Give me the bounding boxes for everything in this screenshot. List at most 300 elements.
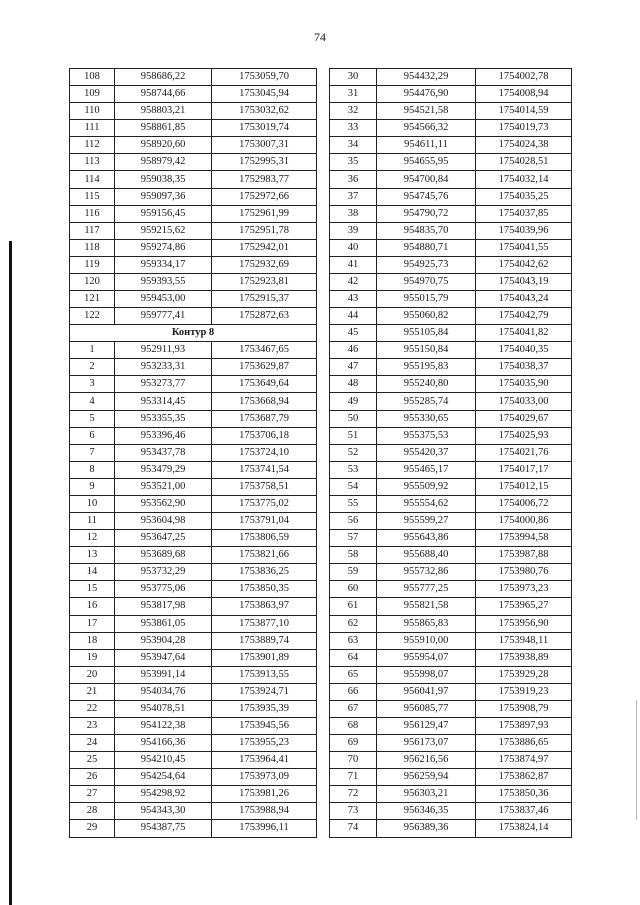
x-coordinate: 958744,66 [115,86,212,103]
table-row [330,325,572,342]
y-coordinate: 1754038,37 [476,359,572,376]
y-coordinate: 1754006,72 [476,495,572,512]
table-row [330,137,572,154]
y-coordinate: 1752923,81 [212,273,317,290]
x-coordinate: 955375,53 [377,427,476,444]
table-row [330,171,572,188]
y-coordinate: 1753929,28 [476,666,572,683]
y-coordinate: 1753973,09 [212,769,317,786]
y-coordinate: 1754000,86 [476,513,572,530]
point-number: 32 [330,103,377,120]
contour-header: Контур 8 [70,325,317,342]
x-coordinate: 953355,35 [115,410,212,427]
point-number: 52 [330,444,377,461]
point-number: 117 [70,222,115,239]
y-coordinate: 1753045,94 [212,86,317,103]
table-row [70,598,317,615]
y-coordinate: 1753862,87 [476,769,572,786]
y-coordinate: 1753994,58 [476,530,572,547]
table-row [330,120,572,137]
table-row [330,291,572,308]
point-number: 65 [330,666,377,683]
x-coordinate: 955821,58 [377,598,476,615]
x-coordinate: 954745,76 [377,188,476,205]
table-row [70,666,317,683]
point-number: 16 [70,598,115,615]
table-row [70,495,317,512]
x-coordinate: 953904,28 [115,632,212,649]
y-coordinate: 1753019,74 [212,120,317,137]
x-coordinate: 953233,31 [115,359,212,376]
point-number: 12 [70,530,115,547]
point-number: 22 [70,700,115,717]
y-coordinate: 1754037,85 [476,205,572,222]
y-coordinate: 1753965,27 [476,598,572,615]
y-coordinate: 1752872,63 [212,308,317,325]
x-coordinate: 959038,35 [115,171,212,188]
x-coordinate: 955910,00 [377,632,476,649]
x-coordinate: 956085,77 [377,700,476,717]
table-row [330,239,572,256]
table-row [70,205,317,222]
table-row [70,359,317,376]
point-number: 111 [70,120,115,137]
table-row [70,273,317,290]
point-number: 30 [330,69,377,86]
point-number: 72 [330,786,377,803]
x-coordinate: 955285,74 [377,393,476,410]
table-row [330,256,572,273]
y-coordinate: 1753007,31 [212,137,317,154]
point-number: 24 [70,735,115,752]
table-row [330,308,572,325]
x-coordinate: 953817,98 [115,598,212,615]
y-coordinate: 1754029,67 [476,410,572,427]
x-coordinate: 955465,17 [377,461,476,478]
y-coordinate: 1754017,17 [476,461,572,478]
table-row [330,461,572,478]
point-number: 3 [70,376,115,393]
y-coordinate: 1753987,88 [476,547,572,564]
point-number: 55 [330,495,377,512]
x-coordinate: 954655,95 [377,154,476,171]
table-row [70,69,317,86]
table-row [330,154,572,171]
point-number: 20 [70,666,115,683]
y-coordinate: 1753901,89 [212,649,317,666]
table-row [330,410,572,427]
y-coordinate: 1754021,76 [476,444,572,461]
x-coordinate: 953273,77 [115,376,212,393]
y-coordinate: 1754032,14 [476,171,572,188]
point-number: 18 [70,632,115,649]
y-coordinate: 1753687,79 [212,410,317,427]
table-row [70,547,317,564]
point-number: 28 [70,803,115,820]
point-number: 31 [330,86,377,103]
table-row [330,427,572,444]
margin-bar [9,241,12,905]
table-row [70,376,317,393]
y-coordinate: 1752915,37 [212,291,317,308]
y-coordinate: 1753908,79 [476,700,572,717]
table-row [330,342,572,359]
table-row [70,735,317,752]
y-coordinate: 1753850,35 [212,581,317,598]
table-row [330,581,572,598]
table-row [330,359,572,376]
y-coordinate: 1753850,36 [476,786,572,803]
x-coordinate: 954611,11 [377,137,476,154]
y-coordinate: 1754039,96 [476,222,572,239]
table-row [70,513,317,530]
x-coordinate: 956041,97 [377,683,476,700]
y-coordinate: 1754041,55 [476,239,572,256]
x-coordinate: 953314,45 [115,393,212,410]
x-coordinate: 954970,75 [377,273,476,290]
table-row [330,188,572,205]
point-number: 10 [70,495,115,512]
coordinates-table-left [69,68,317,838]
point-number: 21 [70,683,115,700]
table-row [70,786,317,803]
x-coordinate: 954700,84 [377,171,476,188]
point-number: 69 [330,735,377,752]
x-coordinate: 954166,36 [115,735,212,752]
y-coordinate: 1753886,65 [476,735,572,752]
y-coordinate: 1753897,93 [476,717,572,734]
table-row [70,120,317,137]
table-row [330,444,572,461]
x-coordinate: 954521,58 [377,103,476,120]
table-row [70,717,317,734]
point-number: 4 [70,393,115,410]
y-coordinate: 1754014,59 [476,103,572,120]
point-number: 67 [330,700,377,717]
table-row [70,820,317,837]
table-row [70,803,317,820]
table-row [330,666,572,683]
x-coordinate: 955509,92 [377,478,476,495]
point-number: 45 [330,325,377,342]
point-number: 25 [70,752,115,769]
point-number: 36 [330,171,377,188]
x-coordinate: 956346,35 [377,803,476,820]
y-coordinate: 1753706,18 [212,427,317,444]
point-number: 66 [330,683,377,700]
point-number: 51 [330,427,377,444]
point-number: 110 [70,103,115,120]
table-row [70,410,317,427]
x-coordinate: 954880,71 [377,239,476,256]
y-coordinate: 1753988,94 [212,803,317,820]
x-coordinate: 954387,75 [115,820,212,837]
point-number: 71 [330,769,377,786]
point-number: 9 [70,478,115,495]
x-coordinate: 955330,65 [377,410,476,427]
y-coordinate: 1753948,11 [476,632,572,649]
table-row [70,137,317,154]
table-row [70,308,317,325]
x-coordinate: 954078,51 [115,700,212,717]
y-coordinate: 1753938,89 [476,649,572,666]
point-number: 38 [330,205,377,222]
table-row [70,530,317,547]
point-number: 108 [70,69,115,86]
table-row [70,769,317,786]
x-coordinate: 953991,14 [115,666,212,683]
table-row [70,615,317,632]
y-coordinate: 1752961,99 [212,205,317,222]
table-row [70,752,317,769]
y-coordinate: 1753741,54 [212,461,317,478]
y-coordinate: 1753924,71 [212,683,317,700]
x-coordinate: 958979,42 [115,154,212,171]
point-number: 50 [330,410,377,427]
table-row [70,649,317,666]
table-row [330,700,572,717]
x-coordinate: 954122,38 [115,717,212,734]
y-coordinate: 1752983,77 [212,171,317,188]
table-row [70,342,317,359]
x-coordinate: 955554,62 [377,495,476,512]
table-row [330,564,572,581]
table-row [330,513,572,530]
table-row [70,256,317,273]
y-coordinate: 1753836,25 [212,564,317,581]
point-number: 114 [70,171,115,188]
table-row [330,632,572,649]
x-coordinate: 955998,07 [377,666,476,683]
point-number: 118 [70,239,115,256]
y-coordinate: 1753863,97 [212,598,317,615]
y-coordinate: 1753032,62 [212,103,317,120]
table-row [70,86,317,103]
point-number: 23 [70,717,115,734]
y-coordinate: 1753467,65 [212,342,317,359]
table-row [330,376,572,393]
point-number: 33 [330,120,377,137]
point-number: 29 [70,820,115,837]
y-coordinate: 1753980,76 [476,564,572,581]
table-row [330,717,572,734]
table-row [330,222,572,239]
y-coordinate: 1754035,25 [476,188,572,205]
point-number: 60 [330,581,377,598]
coordinates-table-right [329,68,572,838]
y-coordinate: 1753973,23 [476,581,572,598]
x-coordinate: 953396,46 [115,427,212,444]
x-coordinate: 953479,29 [115,461,212,478]
table-row [70,171,317,188]
y-coordinate: 1754042,62 [476,256,572,273]
x-coordinate: 954343,30 [115,803,212,820]
table-row [330,752,572,769]
table-row [330,205,572,222]
y-coordinate: 1754043,19 [476,273,572,290]
y-coordinate: 1753821,66 [212,547,317,564]
point-number: 47 [330,359,377,376]
x-coordinate: 959097,36 [115,188,212,205]
point-number: 112 [70,137,115,154]
point-number: 64 [330,649,377,666]
y-coordinate: 1753945,56 [212,717,317,734]
x-coordinate: 954925,73 [377,256,476,273]
point-number: 73 [330,803,377,820]
point-number: 27 [70,786,115,803]
table-row [70,222,317,239]
x-coordinate: 953647,25 [115,530,212,547]
x-coordinate: 959156,45 [115,205,212,222]
y-coordinate: 1753775,02 [212,495,317,512]
y-coordinate: 1753837,46 [476,803,572,820]
y-coordinate: 1752942,01 [212,239,317,256]
y-coordinate: 1753806,59 [212,530,317,547]
point-number: 6 [70,427,115,444]
table-row [70,683,317,700]
table-row [70,461,317,478]
x-coordinate: 953604,98 [115,513,212,530]
x-coordinate: 959777,41 [115,308,212,325]
table-row [330,69,572,86]
y-coordinate: 1753913,55 [212,666,317,683]
x-coordinate: 953521,00 [115,478,212,495]
point-number: 1 [70,342,115,359]
table-row [70,581,317,598]
x-coordinate: 953947,64 [115,649,212,666]
y-coordinate: 1754019,73 [476,120,572,137]
x-coordinate: 954790,72 [377,205,476,222]
table-row [330,649,572,666]
point-number: 41 [330,256,377,273]
y-coordinate: 1752951,78 [212,222,317,239]
x-coordinate: 955599,27 [377,513,476,530]
table-row [330,547,572,564]
y-coordinate: 1754008,94 [476,86,572,103]
y-coordinate: 1753919,23 [476,683,572,700]
table-row [330,598,572,615]
table-row [330,103,572,120]
x-coordinate: 954210,45 [115,752,212,769]
table-row [70,444,317,461]
x-coordinate: 958686,22 [115,69,212,86]
table-row [330,273,572,290]
point-number: 120 [70,273,115,290]
table-row [70,564,317,581]
point-number: 17 [70,615,115,632]
x-coordinate: 953775,06 [115,581,212,598]
x-coordinate: 955688,40 [377,547,476,564]
y-coordinate: 1753964,41 [212,752,317,769]
x-coordinate: 958861,85 [115,120,212,137]
point-number: 35 [330,154,377,171]
y-coordinate: 1754043,24 [476,291,572,308]
point-number: 26 [70,769,115,786]
point-number: 14 [70,564,115,581]
x-coordinate: 955150,84 [377,342,476,359]
x-coordinate: 954566,32 [377,120,476,137]
point-number: 19 [70,649,115,666]
x-coordinate: 954476,90 [377,86,476,103]
point-number: 115 [70,188,115,205]
y-coordinate: 1753981,26 [212,786,317,803]
table-row [330,735,572,752]
point-number: 13 [70,547,115,564]
x-coordinate: 953437,78 [115,444,212,461]
table-row [330,786,572,803]
contour-header-row [70,325,317,342]
point-number: 43 [330,291,377,308]
y-coordinate: 1753996,11 [212,820,317,837]
y-coordinate: 1754025,93 [476,427,572,444]
table-row [70,154,317,171]
table-row [70,291,317,308]
point-number: 68 [330,717,377,734]
x-coordinate: 955060,82 [377,308,476,325]
point-number: 49 [330,393,377,410]
point-number: 70 [330,752,377,769]
x-coordinate: 959393,55 [115,273,212,290]
point-number: 61 [330,598,377,615]
table-row [70,427,317,444]
x-coordinate: 955105,84 [377,325,476,342]
y-coordinate: 1753935,39 [212,700,317,717]
x-coordinate: 953689,68 [115,547,212,564]
x-coordinate: 956173,07 [377,735,476,752]
y-coordinate: 1752995,31 [212,154,317,171]
x-coordinate: 955865,83 [377,615,476,632]
y-coordinate: 1752932,69 [212,256,317,273]
x-coordinate: 955195,83 [377,359,476,376]
y-coordinate: 1754012,15 [476,478,572,495]
point-number: 2 [70,359,115,376]
x-coordinate: 955015,79 [377,291,476,308]
point-number: 46 [330,342,377,359]
point-number: 74 [330,820,377,837]
y-coordinate: 1753791,04 [212,513,317,530]
x-coordinate: 955643,86 [377,530,476,547]
x-coordinate: 953562,90 [115,495,212,512]
table-row [70,632,317,649]
page-number: 74 [314,30,326,44]
x-coordinate: 953861,05 [115,615,212,632]
y-coordinate: 1754002,78 [476,69,572,86]
x-coordinate: 956129,47 [377,717,476,734]
point-number: 7 [70,444,115,461]
point-number: 15 [70,581,115,598]
y-coordinate: 1753956,90 [476,615,572,632]
point-number: 57 [330,530,377,547]
table-row [330,478,572,495]
x-coordinate: 956303,21 [377,786,476,803]
x-coordinate: 954298,92 [115,786,212,803]
point-number: 54 [330,478,377,495]
x-coordinate: 955240,80 [377,376,476,393]
x-coordinate: 953732,29 [115,564,212,581]
x-coordinate: 959274,86 [115,239,212,256]
y-coordinate: 1753649,64 [212,376,317,393]
y-coordinate: 1754035,90 [476,376,572,393]
x-coordinate: 959334,17 [115,256,212,273]
x-coordinate: 958920,60 [115,137,212,154]
table-row [330,86,572,103]
x-coordinate: 955777,25 [377,581,476,598]
y-coordinate: 1753889,74 [212,632,317,649]
table-row [70,239,317,256]
table-row [330,615,572,632]
x-coordinate: 954034,76 [115,683,212,700]
point-number: 109 [70,86,115,103]
